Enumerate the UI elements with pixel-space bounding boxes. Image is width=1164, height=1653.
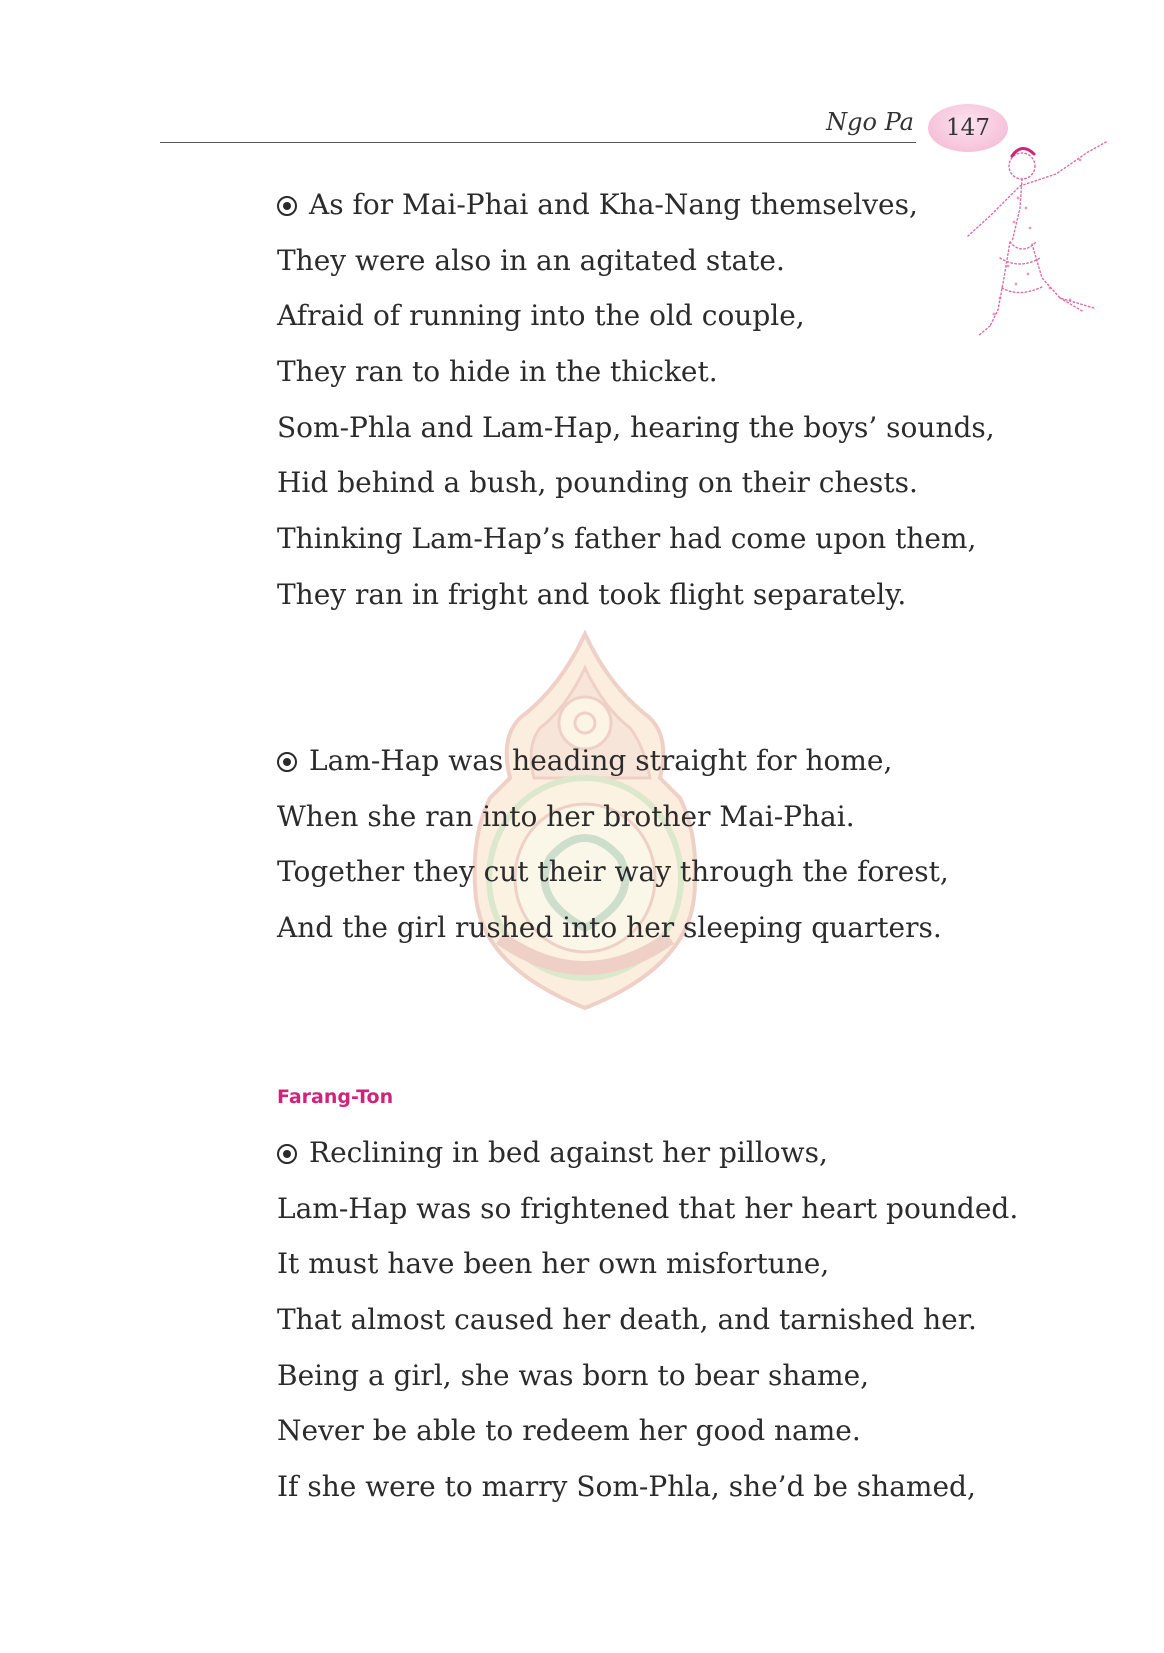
stanza-2 [277, 733, 949, 956]
verse-line: If she were to marry Som-Phla, she’d be shamed, [277, 1470, 976, 1504]
running-head-title: Ngo Pa [826, 108, 914, 136]
section-label: Farang-Ton [277, 1086, 394, 1108]
verse-line: And the girl rushed into her sleeping quarters. [277, 911, 942, 945]
verse-line: As for Mai-Phai and Kha-Nang themselves, [277, 177, 995, 233]
verse-line: Being a girl, she was born to bear shame, [277, 1358, 870, 1392]
verse-line: They ran in fright and took flight separately. [277, 577, 907, 611]
header-rule [160, 142, 916, 143]
verse-line: They were also in an agitated state. [277, 243, 785, 277]
verse-line: Reclining in bed against her pillows, [277, 1125, 1018, 1181]
verse-line: Hid behind a bush, pounding on their chests. [277, 466, 918, 500]
verse-line: That almost caused her death, and tarnished her. [277, 1303, 977, 1337]
verse-line: When she ran into her brother Mai-Phai. [277, 799, 855, 833]
page-number: 147 [946, 115, 990, 141]
verse-line: Lam-Hap was so frightened that her heart pounded. [277, 1191, 1019, 1225]
verse-line: They ran to hide in the thicket. [277, 355, 718, 389]
verse-line: Lam-Hap was heading straight for home, [277, 733, 949, 789]
stanza-3 [277, 1125, 1018, 1515]
circled-dot-bullet-icon [277, 1144, 297, 1164]
verse-line: Never be able to redeem her good name. [277, 1414, 861, 1448]
verse-line: Thinking Lam-Hap’s father had come upon them, [277, 522, 977, 556]
verse-line: Som-Phla and Lam-Hap, hearing the boys’ sounds, [277, 410, 995, 444]
verse-line: It must have been her own misfortune, [277, 1247, 830, 1281]
stanza-1 [277, 177, 995, 623]
circled-dot-bullet-icon [277, 196, 297, 216]
verse-line: Together they cut their way through the forest, [277, 855, 949, 889]
circled-dot-bullet-icon [277, 752, 297, 772]
verse-line: Afraid of running into the old couple, [277, 299, 805, 333]
